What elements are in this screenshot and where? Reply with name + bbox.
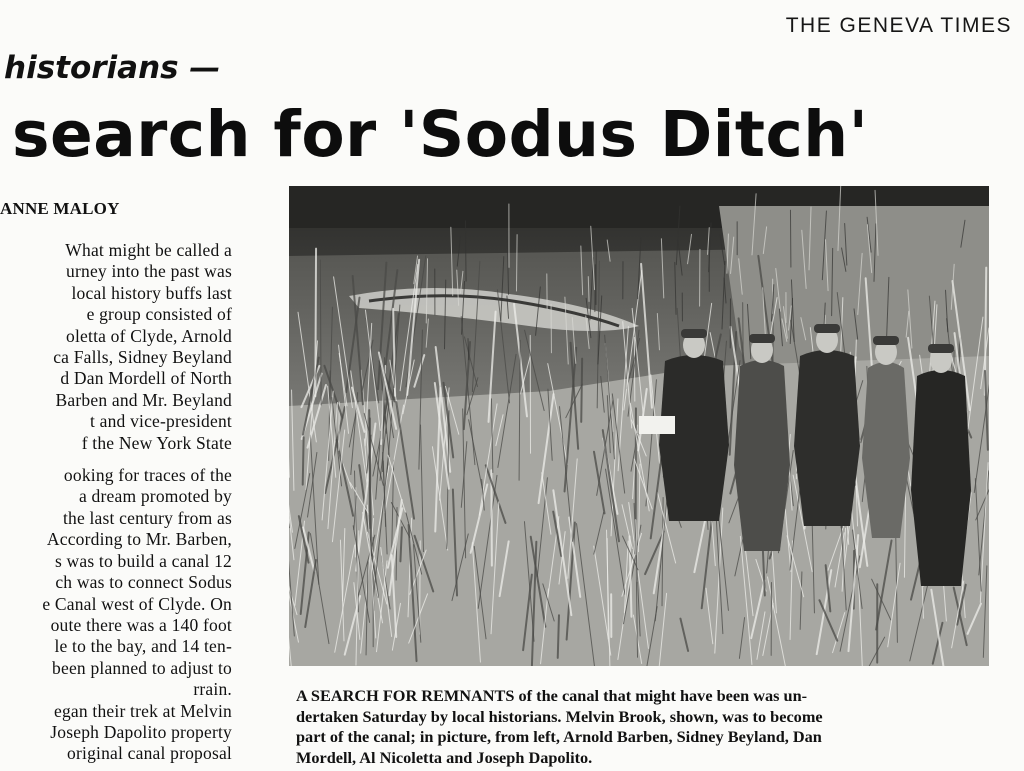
body-line: Joseph Dapolito property [50, 721, 232, 742]
body-line: urney into the past was [66, 261, 232, 282]
article-headline: search for 'Sodus Ditch' [12, 98, 869, 171]
body-line: Barben and Mr. Beyland [55, 389, 232, 410]
newspaper-masthead: THE GENEVA TIMES [785, 14, 1012, 37]
body-line: s was to build a canal 12 [54, 550, 232, 571]
body-line: le to the bay, and 14 ten- [54, 636, 232, 657]
body-line: ooking for traces of the [63, 465, 232, 486]
caption-line [296, 686, 986, 707]
caption-text: of the canal that might have been was un- [514, 686, 808, 705]
body-line: e Canal west of Clyde. On [42, 593, 232, 614]
body-line: been planned to adjust to [52, 657, 232, 678]
person-figure [911, 344, 971, 586]
caption-line: part of the canal; in picture, from left, Arnold Barben, Sidney Beyland, Dan [296, 727, 822, 747]
caption-line: Mordell, Al Nicoletta and Joseph Dapolito. [296, 747, 593, 767]
body-line: egan their trek at Melvin [54, 700, 232, 721]
body-line: a dream promoted by [79, 486, 232, 507]
body-line: f the New York State [81, 432, 232, 453]
person-figure [734, 334, 790, 551]
caption-line: dertaken Saturday by local historians. Melvin Brook, shown, was to become [296, 706, 823, 726]
body-line: e group consisted of [86, 304, 232, 325]
held-paper [639, 416, 675, 434]
body-line: oute there was a 140 foot [50, 614, 232, 635]
body-line: ca Falls, Sidney Beyland [53, 347, 232, 368]
byline: ANNE MALOY [0, 199, 120, 218]
body-line: the last century from as [62, 507, 232, 528]
body-line: ch was to connect Sodus [55, 572, 232, 593]
body-line: t and vice-president [89, 411, 232, 432]
headline-kicker: historians — [4, 50, 221, 86]
body-line: local history buffs last [71, 282, 232, 303]
body-line: What might be called a [65, 240, 232, 260]
caption-lead: A SEARCH FOR REMNANTS [296, 686, 515, 705]
body-line: According to Mr. Barben, [46, 529, 232, 550]
body-line: oletta of Clyde, Arnold [66, 325, 232, 346]
photo-caption [296, 686, 986, 768]
article-body-column [0, 240, 232, 765]
body-line: rrain. [193, 679, 232, 700]
body-line: original canal proposal [67, 743, 232, 764]
body-line: d Dan Mordell of North [60, 368, 232, 389]
news-photo-marsh-group [289, 186, 989, 666]
